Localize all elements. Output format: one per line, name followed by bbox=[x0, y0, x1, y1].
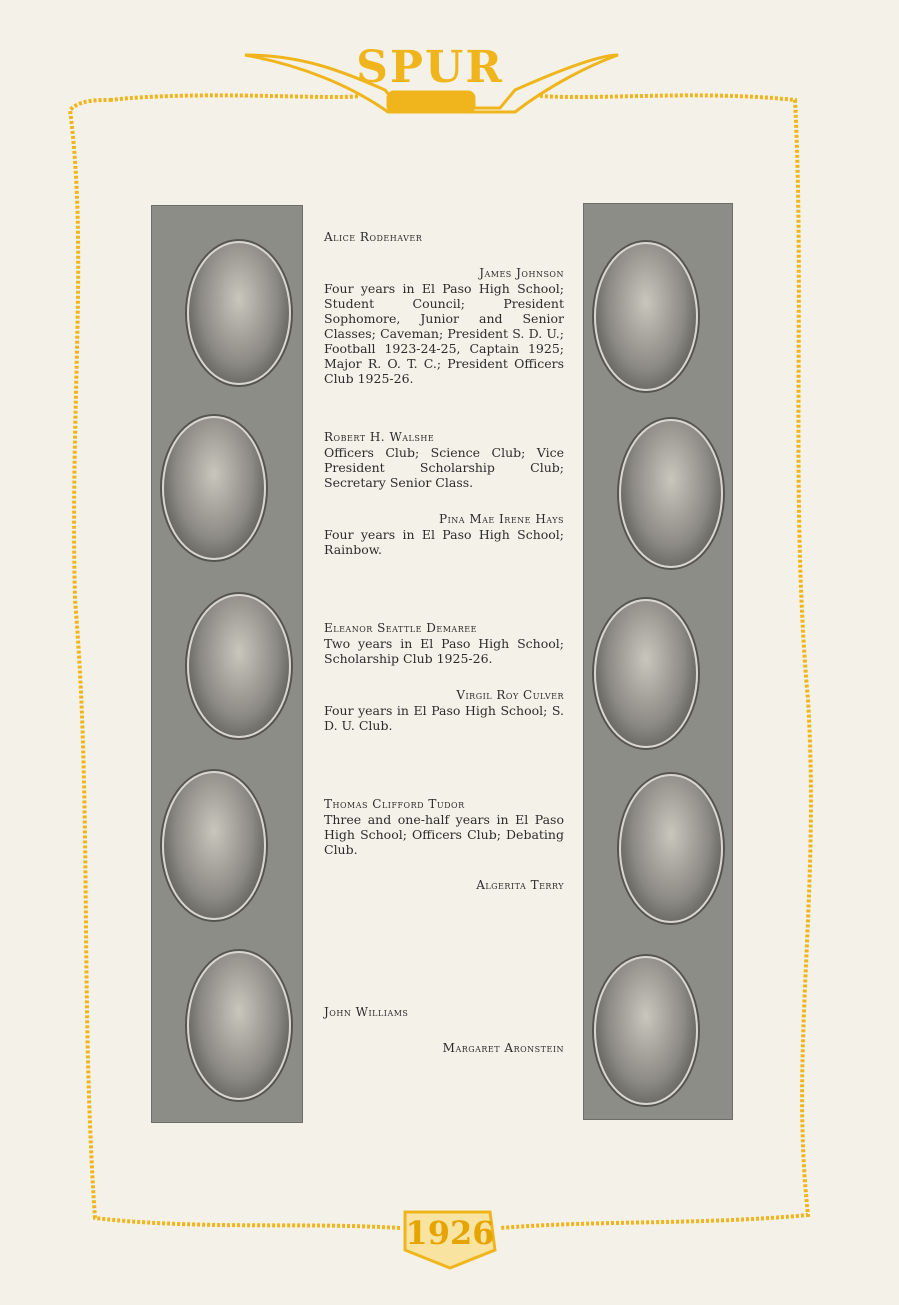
portrait-photo bbox=[594, 599, 698, 748]
student-activities: Officers Club; Science Club; Vice President Scholarship Club; Secretary Senior Class. bbox=[324, 445, 564, 490]
portrait-photo bbox=[162, 416, 266, 560]
photo-strip-right bbox=[583, 203, 733, 1120]
entry-james-johnson bbox=[324, 266, 564, 386]
student-name: Algerita Terry bbox=[476, 878, 564, 892]
student-name: Pina Mae Irene Hays bbox=[439, 512, 564, 526]
student-name: John Williams bbox=[324, 1005, 409, 1019]
entry-thomas-tudor bbox=[324, 797, 564, 857]
student-activities: Two years in El Paso High School; Scholarship Club 1925-26. bbox=[324, 636, 564, 666]
yearbook-title: SPUR bbox=[356, 42, 504, 93]
photo-strip-left bbox=[151, 205, 303, 1123]
student-name: Alice Rodehaver bbox=[324, 230, 423, 244]
student-activities: Three and one-half years in El Paso High School; Officers Club; Debating Club. bbox=[324, 812, 564, 857]
student-name: Robert H. Walshe bbox=[324, 430, 435, 444]
student-activities: Four years in El Paso High School; S. D. U. Club. bbox=[324, 703, 564, 733]
entry-eleanor-demaree bbox=[324, 621, 564, 666]
student-name: Eleanor Seattle Demaree bbox=[324, 621, 477, 635]
portrait-photo bbox=[594, 956, 698, 1105]
portrait-photo bbox=[619, 419, 723, 568]
year-ornament-label: 1926 bbox=[405, 1214, 495, 1252]
student-name: James Johnson bbox=[479, 266, 564, 280]
portrait-photo bbox=[162, 771, 266, 920]
entry-john-williams bbox=[324, 1005, 564, 1020]
entry-pina-hays bbox=[324, 512, 564, 557]
entry-alice-rodehaver bbox=[324, 230, 564, 245]
student-activities: Four years in El Paso High School; Rainbow. bbox=[324, 527, 564, 557]
student-name: Thomas Clifford Tudor bbox=[324, 797, 465, 811]
student-name: Virgil Roy Culver bbox=[456, 688, 564, 702]
entry-algerita-terry bbox=[324, 878, 564, 893]
entry-virgil-culver bbox=[324, 688, 564, 733]
portrait-photo bbox=[187, 241, 291, 385]
student-name: Margaret Aronstein bbox=[442, 1041, 564, 1055]
portrait-photo bbox=[594, 242, 698, 391]
portrait-photo bbox=[187, 594, 291, 738]
portrait-photo bbox=[187, 951, 291, 1100]
entry-robert-walshe bbox=[324, 430, 564, 490]
entry-margaret-aronstein bbox=[324, 1041, 564, 1056]
student-activities: Four years in El Paso High School; Student Council; President Sophomore, Junior and Senior Classes; Caveman; President S. D. U.; Football 1923-24-25, Captain 1925; Major R. O. T. C.; President Officers Club 1925-26. bbox=[324, 281, 564, 386]
portrait-photo bbox=[619, 774, 723, 923]
